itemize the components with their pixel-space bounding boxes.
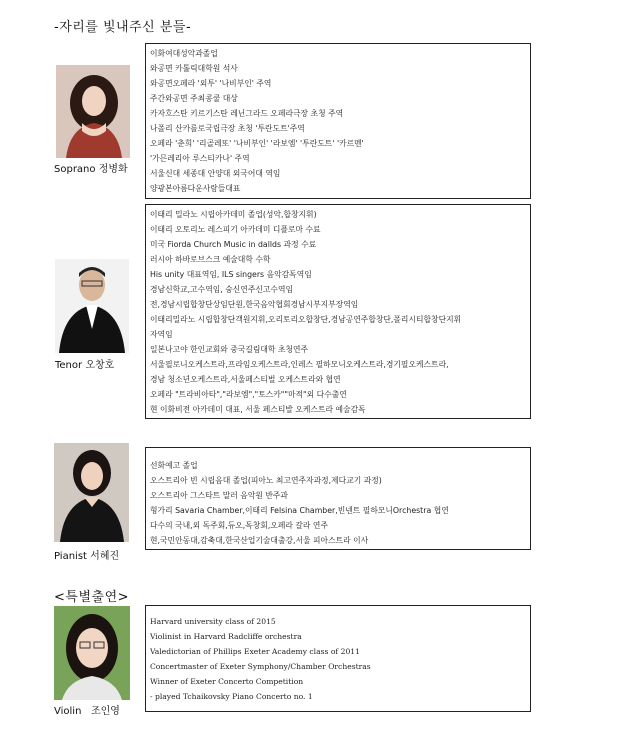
- bio-line: Concertmaster of Exeter Symphony/Chamber Orchestras: [150, 662, 371, 671]
- bio-line: His unity 대표역임, ILS singers 음악감독역임: [150, 270, 312, 279]
- soprano-name: 정병화: [98, 164, 128, 175]
- bio-line: 경남신학교,고수역임, 숭신연주신고수역임: [150, 285, 294, 294]
- bio-line: 이태리 밀라노 시립아카데미 졸업(성악,합창지휘): [150, 210, 317, 219]
- bio-line: 형가리 Savaria Chamber,이태리 Felsina Chamber,빈넨트 필하모니Orchestra 협연: [150, 506, 449, 515]
- bio-line: 자역임: [150, 330, 173, 339]
- violinist-photo: [54, 606, 130, 700]
- bio-line: 이화여대성악과졸업: [150, 49, 218, 58]
- bio-line: 현 이화비전 아카데미 대표, 서울 페스티발 오케스트라 예술감독: [150, 405, 366, 414]
- bio-line: Valedictorian of Phillips Exeter Academy class of 2011: [150, 647, 360, 656]
- bio-line: 와공면오페라 '외투' '나비부인' 주역: [150, 79, 272, 88]
- tenor-photo: [55, 259, 129, 353]
- bio-line: 카자흐스탄 키르기스탄 레닌그라드 오페라극장 초청 주역: [150, 109, 344, 118]
- bio-line: 현,국민안동대,감축대,한국산업기술대출강,서울 피아스트라 이사: [150, 536, 369, 545]
- pianist-name: 서혜진: [90, 551, 120, 562]
- bio-line: 오스트리아 빈 시립음대 졸업(피아노 최고연주자과정,제다교기 과정): [150, 476, 382, 485]
- bio-line: 주간와공면 주최콩쿨 대상: [150, 94, 238, 103]
- soprano-caption: [54, 160, 128, 175]
- bio-line: - played Tchaikovsky Piano Concerto no. 1: [150, 692, 313, 701]
- bio-line: Winner of Exeter Concerto Competition: [150, 677, 304, 686]
- bio-line: 전,경남시립합창단상임단원,한국음악협회경남시부지부장역임: [150, 300, 359, 309]
- soprano-photo: [56, 65, 130, 158]
- bio-line: 선화예고 졸업: [150, 461, 198, 470]
- violin-bio-box: [145, 605, 531, 712]
- section-title: -자리를 빛내주신 분들-: [54, 20, 192, 35]
- bio-line: 서울신대 세종대 안양대 외국어대 역임: [150, 169, 281, 178]
- special-title: <특별출연>: [54, 590, 130, 605]
- bio-line: 이태리 오토리노 레스피기 아카데미 디플로마 수료: [150, 225, 321, 234]
- bio-line: 일본나고야 한인교회와 중국길림대학 초청연주: [150, 345, 309, 354]
- bio-line: 경남 청소년오케스트라,서울페스티벌 오케스트라와 협연: [150, 375, 341, 384]
- pianist-role: Pianist: [54, 551, 87, 562]
- pianist-caption: [54, 547, 119, 562]
- soprano-role: Soprano: [54, 164, 96, 175]
- bio-line: 서울필로니오케스트라,프라임오케스트라,인레스 필하모니오케스트라,경기필오케스트라,: [150, 360, 449, 369]
- tenor-name: 오창호: [85, 360, 115, 371]
- tenor-role: Tenor: [55, 360, 83, 371]
- bio-line: 러시아 하바로브스크 예술대학 수학: [150, 255, 271, 264]
- bio-line: 오페라 '춘희' '리골레또' '나비부인' '라보엠' '투란도트' '카르멘': [150, 139, 364, 148]
- bio-line: 이태리밀라노 시립합창단객원지휘,오리토리오합창단,경남공연주합창단,폴리시티합창단지휘: [150, 315, 462, 324]
- pianist-bio-box: [145, 447, 531, 550]
- violin-name: 조인영: [90, 706, 120, 717]
- violin-caption: [54, 702, 120, 717]
- soprano-bio-box: [145, 43, 531, 199]
- bio-line: 미국 Fiorda Church Music in dallds 과정 수료: [150, 240, 317, 249]
- bio-line: 오스트리아 그스타트 말러 음악원 반주과: [150, 491, 288, 500]
- bio-line: '가믄레리아 루스티카나' 주역: [150, 154, 250, 163]
- bio-line: Harvard university class of 2015: [150, 617, 276, 626]
- tenor-bio-box: [145, 204, 531, 419]
- pianist-photo: [54, 443, 129, 542]
- violin-role: Violin: [54, 706, 82, 717]
- bio-line: 와공면 카톨릭대학원 석사: [150, 64, 238, 73]
- bio-line: 양광본아름다운사람들대표: [150, 184, 241, 193]
- bio-line: 다수의 국내,외 독주회,듀오,독창회,오페라 갈라 연주: [150, 521, 328, 530]
- bio-line: 나폴리 산카를로국립극장 초청 '투란도트'주역: [150, 124, 305, 133]
- bio-line: Violinist in Harvard Radcliffe orchestra: [150, 632, 302, 641]
- tenor-caption: [55, 356, 114, 371]
- bio-line: 오페라 "트라비아타","라보엠","토스카""마적"외 다수출연: [150, 390, 347, 399]
